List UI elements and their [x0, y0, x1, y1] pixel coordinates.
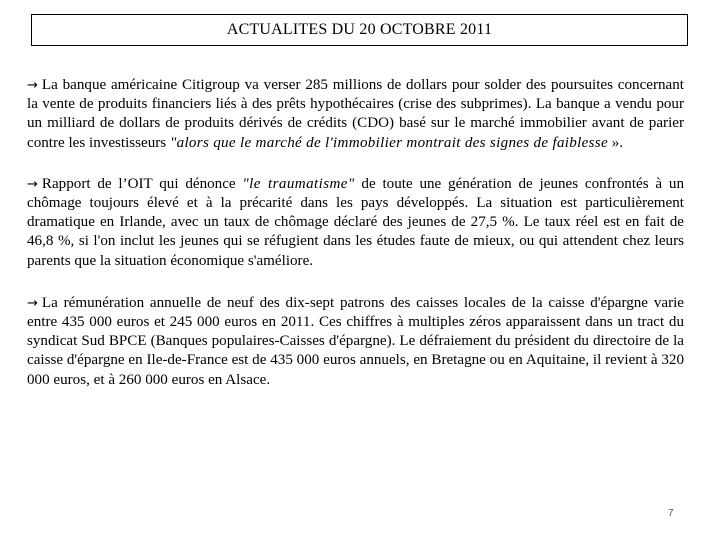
arrow-right-icon: → — [27, 295, 38, 311]
slide-title — [31, 14, 688, 46]
news-item-quote: "le traumatisme" — [242, 175, 355, 192]
news-item-text: La rémunération annuelle de neuf des dix-sept patrons des caisses locales de la caisse d'épargne varie entre 435 000 euros et 245 000 euros en 2011. Ces chiffres à multiples zéros apparaissent dans un tract du syndicat Sud BPCE (Banques populaires-Caisses d'épargne). Le défraiement du président du directoire de la caisse d'épargne en Ile-de-France est de 435 000 euros annuels, en Bretagne ou en Aquitaine, il revient à 320 000 euros, et à 260 000 euros en Alsace. — [27, 294, 684, 388]
news-item-text-end: de toute une génération de jeunes confrontés à un chômage toujours élevé et à la précarité dans les pays développés. La situation est particulièrement dramatique en Irlande, avec un taux de chômage déclaré des jeunes de 27,5 %. Le taux réel est en fait de 46,8 %, si l'on inclut les jeunes qui se réfugient dans les études faute de mieux, ou qui attendent chez leurs parents que la situation économique s'améliore. — [27, 175, 684, 269]
news-item-text-end: ». — [607, 134, 624, 151]
news-item-citigroup — [27, 76, 684, 153]
news-content — [27, 76, 684, 390]
news-item-caisse-epargne — [27, 294, 684, 390]
news-item-text: Rapport de l’OIT qui dénonce — [41, 175, 243, 192]
news-item-quote: "alors que le marché de l'immobilier montrait des signes de faiblesse — [169, 134, 608, 151]
page-number: 7 — [668, 508, 674, 519]
arrow-right-icon: → — [27, 176, 38, 192]
slide-title-text: ACTUALITES DU 20 OCTOBRE 2011 — [226, 21, 493, 38]
news-item-text: La banque américaine Citigroup va verser 285 millions de dollars pour solder des poursuites concernant la vente de produits financiers liés à des prêts hypothécaires (crise des subprimes). La banque a vendu pour un milliard de dollars de produits dérivés de crédits (CDO) basé sur le marché immobilier avant de parier contre les investisseurs — [27, 77, 684, 151]
news-item-oit — [27, 175, 684, 271]
arrow-right-icon: → — [27, 78, 38, 93]
